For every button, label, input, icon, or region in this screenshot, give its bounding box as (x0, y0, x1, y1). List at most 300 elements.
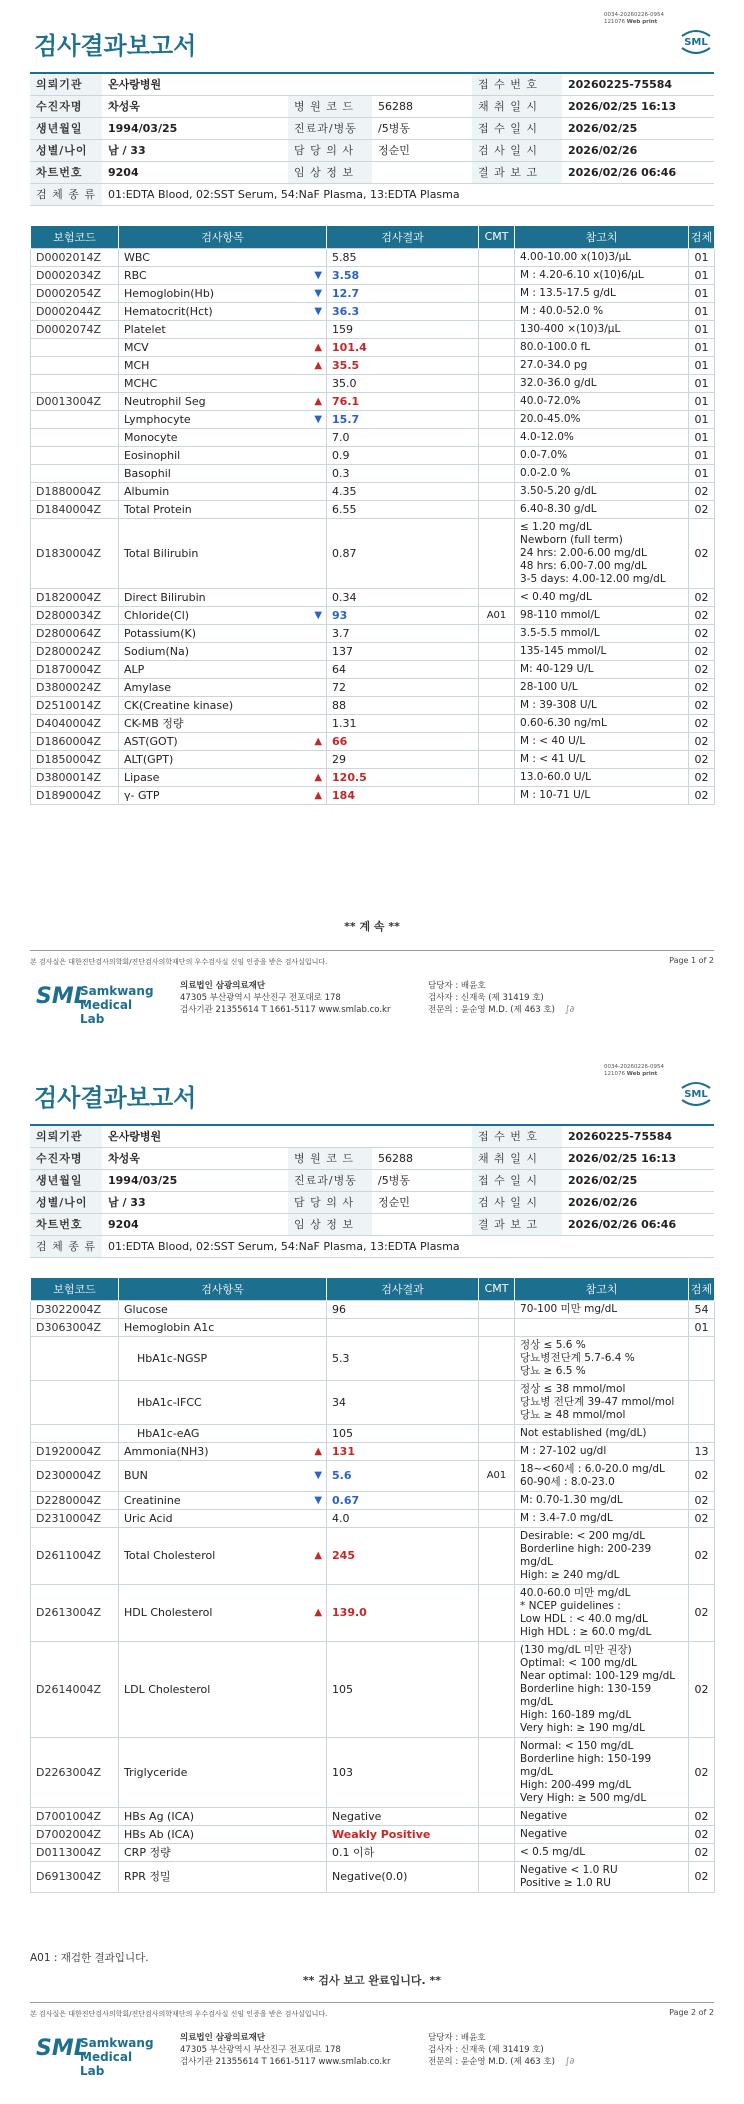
result-row (31, 1300, 715, 1318)
test-name: CK-MB 정량 (119, 714, 309, 732)
flag-cell (309, 696, 327, 714)
insurance-code: D1830004Z (31, 518, 119, 588)
info-label: 수진자명 (30, 95, 102, 117)
specimen-code: 01 (689, 356, 715, 374)
specimen-code: 02 (689, 660, 715, 678)
insurance-code: D1870004Z (31, 660, 119, 678)
comment-code (479, 428, 515, 446)
flag-cell (309, 678, 327, 696)
result-row (31, 624, 715, 642)
insurance-code: D2613004Z (31, 1584, 119, 1641)
test-name: HbA1c-IFCC (119, 1380, 309, 1424)
result-row (31, 732, 715, 750)
info-label: 생년월일 (30, 1169, 102, 1191)
test-result: 101.4 (327, 338, 479, 356)
reference-line: M : 3.4-7.0 mg/dL (520, 1511, 613, 1524)
info-label: 접 수 번 호 (472, 73, 562, 95)
insurance-code: D2614004Z (31, 1641, 119, 1737)
low-flag-icon: ▼ (309, 284, 327, 302)
test-name: Total Cholesterol (119, 1527, 309, 1584)
reference-line: 135-145 mmol/L (520, 644, 607, 657)
result-row (31, 1509, 715, 1527)
test-name: Glucose (119, 1300, 309, 1318)
flag-cell (309, 660, 327, 678)
test-name: Direct Bilirubin (119, 588, 309, 606)
flag-cell (309, 1807, 327, 1825)
test-result: 120.5 (327, 768, 479, 786)
comment-code (479, 1300, 515, 1318)
insurance-code: D1840004Z (31, 500, 119, 518)
info-value (372, 1213, 472, 1235)
flag-cell (309, 1825, 327, 1843)
info-label: 진료과/병동 (288, 117, 372, 139)
info-value: 9204 (102, 1213, 288, 1235)
info-label (288, 73, 372, 95)
lab-address: 47305 부산광역시 부산진구 전포대로 178 (180, 993, 341, 1003)
result-row (31, 410, 715, 428)
col-header-result: 검사결과 (327, 1278, 479, 1300)
result-row (31, 678, 715, 696)
test-result: 245 (327, 1527, 479, 1584)
patient-info-row (30, 1213, 714, 1235)
specimen-code: 01 (689, 284, 715, 302)
reference-line: 28-100 U/L (520, 680, 578, 693)
info-value: 남 / 33 (102, 139, 288, 161)
info-value: 2026/02/25 16:13 (562, 95, 714, 117)
info-value: 56288 (372, 95, 472, 117)
specimen-code: 02 (689, 518, 715, 588)
reference-line: 당뇨병전단계 5.7-6.4 % (520, 1351, 635, 1364)
insurance-code: D0002044Z (31, 302, 119, 320)
result-row (31, 1825, 715, 1843)
reference-line: High: 160-189 mg/dL (520, 1708, 632, 1721)
info-value: 남 / 33 (102, 1191, 288, 1213)
info-label: 차트번호 (30, 161, 102, 183)
test-result: 96 (327, 1300, 479, 1318)
result-row (31, 374, 715, 392)
info-label: 접 수 번 호 (472, 1125, 562, 1147)
info-value: 차성욱 (102, 95, 288, 117)
reference-line: < 0.5 mg/dL (520, 1845, 586, 1858)
info-label: 임 상 정 보 (288, 161, 372, 183)
report-title: 검사결과보고서 (34, 1084, 197, 1112)
flag-cell (309, 1336, 327, 1380)
reference-line: 3-5 days: 4.00-12.00 mg/dL (520, 572, 666, 585)
reference-line: 당뇨병 전단계 39-47 mmol/mol (520, 1395, 675, 1408)
reference-range (515, 1843, 689, 1861)
test-name: γ- GTP (119, 786, 309, 804)
specimen-code: 02 (689, 1527, 715, 1584)
info-label (288, 1125, 372, 1147)
specimen-code: 02 (689, 1584, 715, 1641)
specimen-value: 01:EDTA Blood, 02:SST Serum, 54:NaF Plasma, 13:EDTA Plasma (102, 183, 714, 205)
insurance-code (31, 1380, 119, 1424)
info-value (372, 1125, 472, 1147)
reference-range (515, 266, 689, 284)
patient-info-table (30, 1124, 714, 1258)
reference-line: Negative (520, 1827, 568, 1840)
info-label: 수진자명 (30, 1147, 102, 1169)
comment-code (479, 410, 515, 428)
comment-code (479, 374, 515, 392)
result-row (31, 642, 715, 660)
reference-line: Not established (mg/dL) (520, 1426, 647, 1439)
test-result: 0.34 (327, 588, 479, 606)
high-flag-icon: ▲ (309, 338, 327, 356)
flag-cell (309, 1318, 327, 1336)
comment-code (479, 1509, 515, 1527)
insurance-code (31, 428, 119, 446)
specimen-code: 02 (689, 1861, 715, 1892)
test-result: 0.1 이하 (327, 1843, 479, 1861)
col-header-code: 보험코드 (31, 226, 119, 248)
comment-code (479, 750, 515, 768)
flag-cell (309, 428, 327, 446)
insurance-code: D0002014Z (31, 248, 119, 266)
reference-line: Negative (520, 1809, 568, 1822)
reference-line: M : 40.0-52.0 % (520, 304, 604, 317)
signature-icon: ∫∂ (564, 1005, 575, 1015)
specimen-code: 02 (689, 732, 715, 750)
reference-range (515, 500, 689, 518)
info-value: 2026/02/25 (562, 1169, 714, 1191)
col-header-ref: 참고치 (515, 1278, 689, 1300)
insurance-code (31, 410, 119, 428)
print-stamp (604, 1064, 684, 1078)
reference-line: M : < 40 U/L (520, 734, 586, 747)
lab-info (180, 2032, 390, 2068)
test-result: 137 (327, 642, 479, 660)
specimen-code: 01 (689, 374, 715, 392)
test-result: 36.3 (327, 302, 479, 320)
reference-range (515, 1641, 689, 1737)
insurance-code: D0002054Z (31, 284, 119, 302)
reference-line: Borderline high: 150-199 mg/dL (520, 1752, 652, 1778)
result-row (31, 1861, 715, 1892)
comment-code (479, 464, 515, 482)
test-name: HbA1c-NGSP (119, 1336, 309, 1380)
reference-line: 60-90세 : 8.0-23.0 (520, 1475, 615, 1488)
lab-address: 47305 부산광역시 부산진구 전포대로 178 (180, 2045, 341, 2055)
insurance-code: D2611004Z (31, 1527, 119, 1584)
sml-logo-text: SML (684, 37, 708, 48)
test-name: Hematocrit(Hct) (119, 302, 309, 320)
reference-line: 20.0-45.0% (520, 412, 581, 425)
comment-code (479, 660, 515, 678)
specimen-code: 01 (689, 302, 715, 320)
reference-line: M: 0.70-1.30 mg/dL (520, 1493, 623, 1506)
patient-info-row (30, 1125, 714, 1147)
reference-range (515, 606, 689, 624)
reference-range (515, 1737, 689, 1807)
insurance-code (31, 1424, 119, 1442)
comment-code: A01 (479, 606, 515, 624)
result-row (31, 302, 715, 320)
comment-code (479, 642, 515, 660)
staff-info (428, 980, 574, 1016)
specimen-code: 02 (689, 642, 715, 660)
reference-range (515, 482, 689, 500)
test-name: WBC (119, 248, 309, 266)
reference-line: 70-100 미만 mg/dL (520, 1302, 618, 1315)
high-flag-icon: ▲ (309, 732, 327, 750)
lab-name-2: Medical Lab (80, 2050, 133, 2078)
reference-range (515, 1380, 689, 1424)
info-value: 1994/03/25 (102, 117, 288, 139)
reference-range (515, 518, 689, 588)
insurance-code (31, 1336, 119, 1380)
reference-line: 3.50-5.20 g/dL (520, 484, 597, 497)
col-header-item: 검사항목 (119, 226, 327, 248)
reference-range (515, 768, 689, 786)
reference-line: 98-110 mmol/L (520, 608, 600, 621)
high-flag-icon: ▲ (309, 1442, 327, 1460)
result-row (31, 428, 715, 446)
result-row (31, 1641, 715, 1737)
flag-cell (309, 1380, 327, 1424)
insurance-code: D0013004Z (31, 392, 119, 410)
info-value: /5병동 (372, 117, 472, 139)
specimen-row (30, 183, 714, 205)
specimen-code: 01 (689, 266, 715, 284)
result-row (31, 1843, 715, 1861)
reference-line: ≤ 1.20 mg/dL (520, 520, 592, 533)
result-row (31, 660, 715, 678)
lab-logo (36, 2032, 156, 2078)
insurance-code: D3800024Z (31, 678, 119, 696)
flag-cell (309, 642, 327, 660)
insurance-code: D1880004Z (31, 482, 119, 500)
staff-doctor: 전문의 : 윤순영 M.D. (제 463 호) (428, 2057, 555, 2067)
test-result: 6.55 (327, 500, 479, 518)
info-label: 임 상 정 보 (288, 1213, 372, 1235)
reference-range (515, 1807, 689, 1825)
low-flag-icon: ▼ (309, 266, 327, 284)
insurance-code: D7002004Z (31, 1825, 119, 1843)
patient-info-row (30, 139, 714, 161)
page-number: Page 2 of 2 (669, 2008, 714, 2017)
comment-code (479, 518, 515, 588)
reference-range (515, 356, 689, 374)
test-name: Platelet (119, 320, 309, 338)
flag-cell (309, 500, 327, 518)
high-flag-icon: ▲ (309, 392, 327, 410)
comment-code (479, 588, 515, 606)
specimen-code: 01 (689, 392, 715, 410)
comment-code (479, 1843, 515, 1861)
specimen-code: 01 (689, 248, 715, 266)
col-header-item: 검사항목 (119, 1278, 327, 1300)
test-result: 88 (327, 696, 479, 714)
test-name: RPR 정밀 (119, 1861, 309, 1892)
comment-code (479, 446, 515, 464)
info-label: 채 취 일 시 (472, 95, 562, 117)
test-name: Albumin (119, 482, 309, 500)
test-name: CRP 정량 (119, 1843, 309, 1861)
info-label: 성별/나이 (30, 1191, 102, 1213)
reference-line: 24 hrs: 2.00-6.00 mg/dL (520, 546, 647, 559)
insurance-code: D0113004Z (31, 1843, 119, 1861)
results-table-page-1 (30, 226, 715, 805)
test-name: Monocyte (119, 428, 309, 446)
test-result: 184 (327, 786, 479, 804)
info-value: 2026/02/25 (562, 117, 714, 139)
patient-info-table (30, 72, 714, 206)
test-result (327, 1318, 479, 1336)
test-result: 103 (327, 1737, 479, 1807)
reference-line: 32.0-36.0 g/dL (520, 376, 597, 389)
sml-logo-text: SML (684, 1089, 708, 1100)
test-result: 0.67 (327, 1491, 479, 1509)
flag-cell (309, 1641, 327, 1737)
test-name: HbA1c-eAG (119, 1424, 309, 1442)
result-row (31, 1442, 715, 1460)
insurance-code: D3022004Z (31, 1300, 119, 1318)
reference-line: 80.0-100.0 fL (520, 340, 591, 353)
sml-logo-icon (678, 1080, 714, 1106)
insurance-code: D2280004Z (31, 1491, 119, 1509)
comment-code (479, 284, 515, 302)
test-result: 0.3 (327, 464, 479, 482)
test-result: 5.3 (327, 1336, 479, 1380)
comment-code (479, 1424, 515, 1442)
reference-line: 48 hrs: 6.00-7.00 mg/dL (520, 559, 647, 572)
specimen-code: 02 (689, 588, 715, 606)
flag-cell (309, 320, 327, 338)
insurance-code (31, 338, 119, 356)
result-row (31, 320, 715, 338)
specimen-code: 01 (689, 320, 715, 338)
specimen-code: 02 (689, 1460, 715, 1491)
reference-line: 0.0-2.0 % (520, 466, 571, 479)
flag-cell (309, 518, 327, 588)
staff-tester: 검사자 : 신재욱 (제 31419 호) (428, 993, 544, 1003)
comment-code (479, 500, 515, 518)
staff-tester: 검사자 : 신재욱 (제 31419 호) (428, 2045, 544, 2055)
reference-range (515, 446, 689, 464)
result-row (31, 1460, 715, 1491)
info-label: 병 원 코 드 (288, 95, 372, 117)
reference-range (515, 302, 689, 320)
reference-line: 130-400 ×(10)3/µL (520, 322, 621, 335)
comment-code (479, 266, 515, 284)
reference-range (515, 284, 689, 302)
flag-cell (309, 464, 327, 482)
stamp-id: 0034-20260226-0954 (604, 12, 664, 18)
test-name: LDL Cholesterol (119, 1641, 309, 1737)
specimen-code (689, 1336, 715, 1380)
reference-range (515, 786, 689, 804)
patient-info-row (30, 95, 714, 117)
reference-line: 정상 ≤ 5.6 % (520, 1338, 586, 1351)
result-row (31, 500, 715, 518)
info-label: 의뢰기관 (30, 1125, 102, 1147)
flag-cell (309, 1424, 327, 1442)
result-row (31, 392, 715, 410)
reference-range (515, 1442, 689, 1460)
info-value: 온사랑병원 (102, 1125, 288, 1147)
info-value: 정순민 (372, 139, 472, 161)
test-name: Basophil (119, 464, 309, 482)
insurance-code: D2800034Z (31, 606, 119, 624)
report-page-2 (0, 1052, 744, 2104)
col-header-specimen: 검체 (689, 1278, 715, 1300)
reference-line: 정상 ≤ 38 mmol/mol (520, 1382, 626, 1395)
lab-logo (36, 980, 156, 1026)
insurance-code: D2300004Z (31, 1460, 119, 1491)
comment-code (479, 1584, 515, 1641)
reference-line: 40.0-60.0 미만 mg/dL (520, 1586, 631, 1599)
reference-line: High: ≥ 240 mg/dL (520, 1568, 620, 1581)
certification-note: 본 검사실은 대한진단검사의학회/진단검사의학재단의 우수검사실 신임 인증을 받은 검사실입니다. (30, 2010, 328, 2018)
test-result: 3.58 (327, 266, 479, 284)
reference-line: M : 4.20-6.10 x(10)6/µL (520, 268, 644, 281)
test-name: HBs Ag (ICA) (119, 1807, 309, 1825)
test-result: 35.5 (327, 356, 479, 374)
certification-note: 본 검사실은 대한진단검사의학회/진단검사의학재단의 우수검사실 신임 인증을 받은 검사실입니다. (30, 958, 328, 966)
reference-line: 40.0-72.0% (520, 394, 581, 407)
result-row (31, 1318, 715, 1336)
reference-line: High HDL : ≥ 60.0 mg/dL (520, 1625, 652, 1638)
specimen-code: 02 (689, 1491, 715, 1509)
reference-line: M : < 41 U/L (520, 752, 586, 765)
test-result: 7.0 (327, 428, 479, 446)
flag-cell (309, 248, 327, 266)
info-value: 온사랑병원 (102, 73, 288, 95)
info-label: 접 수 일 시 (472, 1169, 562, 1191)
flag-cell (309, 374, 327, 392)
test-result: 93 (327, 606, 479, 624)
flag-cell (309, 446, 327, 464)
high-flag-icon: ▲ (309, 356, 327, 374)
reference-line: 3.5-5.5 mmol/L (520, 626, 600, 639)
insurance-code: D4040004Z (31, 714, 119, 732)
comment-code (479, 768, 515, 786)
reference-range (515, 410, 689, 428)
flag-cell (309, 1861, 327, 1892)
test-name: ALP (119, 660, 309, 678)
lab-org: 의료법인 삼광의료재단 (180, 981, 266, 991)
info-value: 2026/02/26 (562, 1191, 714, 1213)
info-label: 담 당 의 사 (288, 139, 372, 161)
reference-range (515, 428, 689, 446)
flag-cell (309, 588, 327, 606)
test-result: 139.0 (327, 1584, 479, 1641)
result-row (31, 714, 715, 732)
patient-info-row (30, 161, 714, 183)
patient-info-row (30, 73, 714, 95)
reference-line: Near optimal: 100-129 mg/dL (520, 1669, 676, 1682)
result-row (31, 606, 715, 624)
lab-logo-text: SML (36, 2036, 88, 2061)
result-row (31, 284, 715, 302)
signature-icon: ∫∂ (564, 2057, 575, 2067)
test-result: 12.7 (327, 284, 479, 302)
specimen-label: 검 체 종 류 (30, 183, 102, 205)
reference-range (515, 714, 689, 732)
info-value: 9204 (102, 161, 288, 183)
reference-line: Borderline high: 200-239 mg/dL (520, 1542, 652, 1568)
reference-range (515, 374, 689, 392)
test-name: Neutrophil Seg (119, 392, 309, 410)
stamp-code: 121076 (604, 19, 625, 25)
info-label: 결 과 보 고 (472, 1213, 562, 1235)
staff-manager: 담당자 : 배윤호 (428, 981, 486, 991)
reference-range (515, 1861, 689, 1892)
insurance-code (31, 446, 119, 464)
reference-range (515, 248, 689, 266)
insurance-code: D2510014Z (31, 696, 119, 714)
